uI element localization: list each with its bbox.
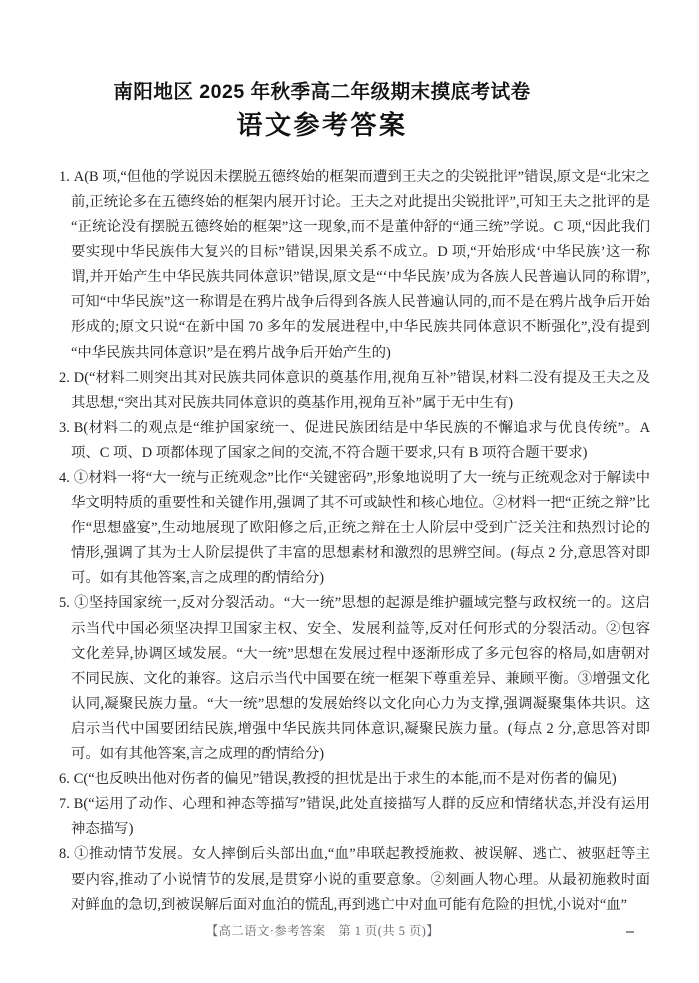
answer-text: C(“也反映出他对伤者的偏见”错误,教授的担忧是出于求生的本能,而不是对伤者的偏见) xyxy=(73,771,617,788)
answer-number: 7. xyxy=(59,796,70,813)
answer-text: ①材料一将“大一统与正统观念”比作“关键密码”,形象地说明了大一统与正统观念对于解读中华文明特质的重要性和关键作用,强调了其不可或缺性和核心地位。②材料一把“正统之辩”比作“思想盛宴”,生动地展现了欧阳修之后,正统之辩在士人阶层中受到广泛关注和热烈讨论的情形,强调了其为士人阶层提供了丰富的思想素材和激烈的思辨空间。(每点 2 分,意思答对即可。如有其他答案,言之成理的酌情给分) xyxy=(71,470,650,587)
answer-key-subtitle: 语文参考答案 xyxy=(236,110,408,141)
stray-scan-mark xyxy=(626,931,634,933)
answer-item-5 xyxy=(59,591,650,767)
answer-text: ①坚持国家统一,反对分裂活动。“大一统”思想的起源是维护疆域完整与政权统一的。这启示当代中国必须坚决捍卫国家主权、安全、发展利益等,反对任何形式的分裂活动。②包容文化差异,协调区域发展。“大一统”思想在发展过程中逐渐形成了多元包容的格局,如唐朝对不同民族、文化的兼容。这启示当代中国要在统一框架下尊重差异、兼顾平衡。③增强文化认同,凝聚民族力量。“大一统”思想的发展始终以文化向心力为支撑,强调凝聚集体共识。这启示当代中国要团结民族,增强中华民族共同体意识,凝聚民族力量。(每点 2 分,意思答对即可。如有其他答案,言之成理的酌情给分) xyxy=(71,595,650,763)
answer-text: B(“运用了动作、心理和神态等描写”错误,此处直接描写人群的反应和情绪状态,并没有运用神态描写) xyxy=(71,796,650,838)
answer-item-2 xyxy=(59,366,650,416)
answer-number: 1. xyxy=(59,168,70,185)
answer-item-8 xyxy=(59,842,650,917)
answer-text: ①推动情节发展。女人摔倒后头部出血,“血”串联起教授施救、被误解、逃亡、被驱赶等主要内容,推动了小说情节的发展,是贯穿小说的重要意象。②刻画人物心理。从最初施救时面对鲜血的急切,到被误解后面对血泊的慌乱,再到逃亡中对血可能有危险的担忧,小说对“血” xyxy=(71,846,650,913)
answer-number: 3. xyxy=(59,419,70,436)
answer-item-6 xyxy=(59,767,650,792)
answer-list xyxy=(59,165,650,918)
answer-number: 2. xyxy=(59,369,70,386)
answer-text: A(B 项,“但他的学说因未摆脱五德终始的框架而遭到王夫之的尖锐批评”错误,原文是“北宋之前,正统论多在五德终始的框架内展开讨论。王夫之对此提出尖锐批评”,可知王夫之批评的是“正统论没有摆脱五德终始的框架”这一现象,而不是董仲舒的“通三统”学说。C 项,“因此我们要实现中华民族伟大复兴的目标”错误,因果关系不成立。D 项,“开始形成‘中华民族’这一称谓,并开始产生中华民族共同体意识”错误,原文是“‘中华民族’成为各族人民普遍认同的称谓”,可知“中华民族”这一称谓是在鸦片战争后得到各族人民普遍认同的,而不是在鸦片战争后开始形成的;原文只说“在新中国 70 多年的发展进程中,中华民族共同体意识不断强化”,没有提到“中华民族共同体意识”是在鸦片战争后开始产生的) xyxy=(71,168,650,361)
answer-text: D(“材料二则突出其对民族共同体意识的奠基作用,视角互补”错误,材料二没有提及王夫之及其思想,“突出其对民族共同体意识的奠基作用,视角互补”属于无中生有) xyxy=(71,369,650,411)
answer-text: B(材料二的观点是“维护国家统一、促进民族团结是中华民族的不懈追求与优良传统”。A 项、C 项、D 项都体现了国家之间的交流,不符合题干要求,只有 B 项符合题干要求) xyxy=(71,419,650,461)
answer-number: 5. xyxy=(59,595,70,612)
exam-title: 南阳地区 2025 年秋季高二年级期末摸底考试卷 xyxy=(113,81,531,103)
page-footer: 【高二语文·参考答案 第 1 页(共 5 页)】 xyxy=(205,924,440,938)
answer-number: 8. xyxy=(59,846,70,863)
answer-item-3 xyxy=(59,416,650,466)
answer-item-7 xyxy=(59,792,650,842)
answer-number: 6. xyxy=(59,771,70,788)
answer-item-1 xyxy=(59,165,650,366)
answer-item-4 xyxy=(59,466,650,591)
answer-number: 4. xyxy=(59,470,70,487)
